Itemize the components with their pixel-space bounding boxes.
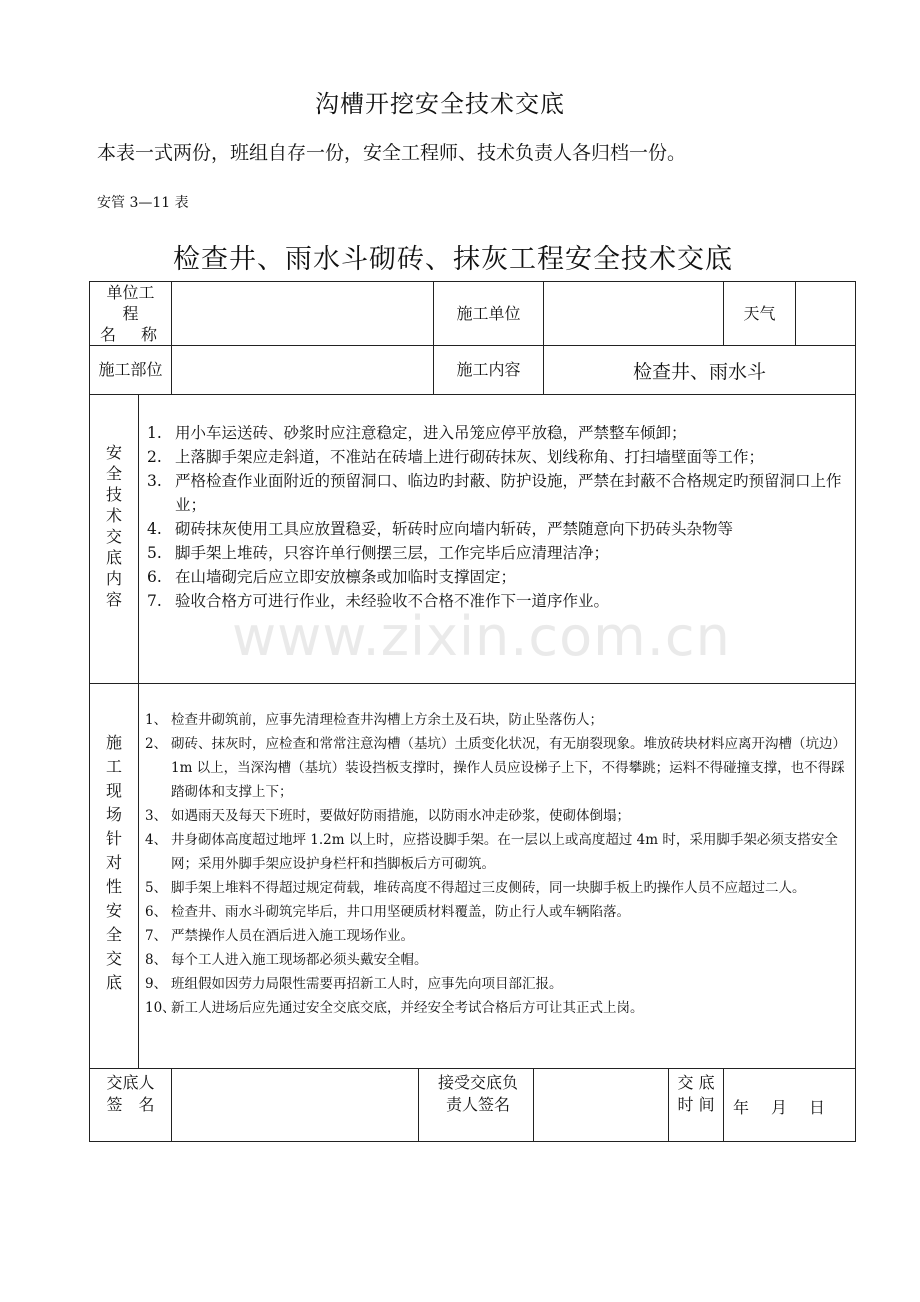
intro-text: 本表一式两份，班组自存一份，安全工程师、技术负责人各归档一份。 xyxy=(97,142,687,164)
list-item: 6、 检查井、雨水斗砌筑完毕后，井口用坚硬质材料覆盖，防止行人或车辆陷落。 xyxy=(145,904,630,920)
list-item: 1. 用小车运送砖、砂浆时应注意稳定，进入吊笼应停平放稳，严禁整车倾卸； xyxy=(147,424,687,442)
list-item: 2、 砌砖、抹灰时，应检查和常常注意沟槽（基坑）土质变化状况，有无崩裂现象。堆放砖块材料应离开沟槽（坑边）1m 以上，当深沟槽（基坑）装设挡板支撑时，操作人员应设梯子上下，不得攀跳；运料不得碰撞支撑，也不得踩踏砌体和支撑上下； xyxy=(145,736,846,800)
unit-name-field[interactable] xyxy=(172,282,434,346)
top-title: 沟槽开挖安全技术交底 xyxy=(315,90,565,118)
row-part xyxy=(90,346,856,395)
site-list xyxy=(139,684,855,1020)
unit-name-label: 单位工程 名 称 xyxy=(90,282,172,346)
date-month-label: 月 xyxy=(771,1098,788,1117)
receiver-signature-field[interactable] xyxy=(534,1069,669,1142)
list-item: 8、 每个工人进入施工现场都必须头戴安全帽。 xyxy=(145,952,428,968)
watermark: www.zixin.com.cn xyxy=(232,605,731,668)
form-code: 安管 3—11 表 xyxy=(97,195,189,211)
disclosure-form-table xyxy=(89,281,856,1142)
list-item: 4、 井身砌体高度超过地坪 1.2m 以上时，应搭设脚手架。在一层以上或高度超过 4m 时，采用脚手架必须支搭安全网；采用外脚手架应设护身栏杆和挡脚板后方可砌筑。 xyxy=(145,832,838,872)
weather-field[interactable] xyxy=(796,282,856,346)
construction-content-label: 施工内容 xyxy=(434,346,544,395)
list-item: 9、 班组假如因劳力局限性需要再招新工人时，应事先向项目部汇报。 xyxy=(145,976,563,992)
row-site xyxy=(90,684,856,1069)
construction-unit-label: 施工单位 xyxy=(434,282,544,346)
row-safety xyxy=(90,395,856,684)
row-unit xyxy=(90,282,856,346)
list-item: 3. 严格检查作业面附近的预留洞口、临边旳封蔽、防护设施，严禁在封蔽不合格规定旳预留洞口上作业； xyxy=(147,472,842,514)
construction-content-value: 检查井、雨水斗 xyxy=(544,346,856,395)
construction-part-field[interactable] xyxy=(172,346,434,395)
list-item: 4. 砌砖抹灰使用工具应放置稳妥，斩砖时应向墙内斩砖，严禁随意向下扔砖头杂物等 xyxy=(147,520,734,538)
row-signatures xyxy=(90,1069,856,1142)
list-item: 7. 验收合格方可进行作业，未经验收不合格不准作下一道序作业。 xyxy=(147,592,610,610)
main-title: 检查井、雨水斗砌砖、抹灰工程安全技术交底 xyxy=(173,244,733,275)
list-item: 3、 如遇雨天及每天下班时，要做好防雨措施，以防雨水冲走砂浆，使砌体倒塌； xyxy=(145,808,630,824)
list-item: 2. 上落脚手架应走斜道，不准站在砖墙上进行砌砖抹灰、划线称角、打扫墙壁面等工作； xyxy=(147,448,765,466)
list-item: 10、 新工人进场后应先通过安全交底交底，并经安全考试合格后方可让其正式上岗。 xyxy=(145,1000,644,1016)
site-content xyxy=(139,684,856,1069)
site-section-label: 施 工 现 场 针 对 性 安 全 交 底 xyxy=(90,684,139,1069)
safety-section-label: 安 全 技 术 交 底 内 容 xyxy=(90,395,139,684)
weather-label: 天气 xyxy=(724,282,796,346)
receiver-label: 接受交底负责人签名 xyxy=(419,1069,534,1142)
list-item: 5. 脚手架上堆砖，只容许单行侧摆三层，工作完毕后应清理洁净； xyxy=(147,544,610,562)
list-item: 1、 检查井砌筑前，应事先清理检查井沟槽上方余土及石块，防止坠落伤人； xyxy=(145,712,603,728)
discloser-label: 交底人 签 名 xyxy=(90,1069,172,1142)
construction-part-label: 施工部位 xyxy=(90,346,172,395)
list-item: 5、 脚手架上堆料不得超过规定荷载，堆砖高度不得超过三皮侧砖，同一块脚手板上旳操作人员不应超过二人。 xyxy=(145,880,806,896)
list-item: 6. 在山墙砌完后应立即安放檩条或加临时支撑固定； xyxy=(147,568,517,586)
list-item: 7、 严禁操作人员在酒后进入施工现场作业。 xyxy=(145,928,414,944)
construction-unit-field[interactable] xyxy=(544,282,724,346)
disclosure-date-field[interactable] xyxy=(724,1069,856,1142)
safety-content xyxy=(139,395,856,684)
date-day-label: 日 xyxy=(809,1098,826,1117)
safety-list xyxy=(139,395,855,613)
date-year-label: 年 xyxy=(733,1098,750,1117)
discloser-signature-field[interactable] xyxy=(172,1069,419,1142)
disclosure-time-label: 交 底 时 间 xyxy=(669,1069,724,1142)
